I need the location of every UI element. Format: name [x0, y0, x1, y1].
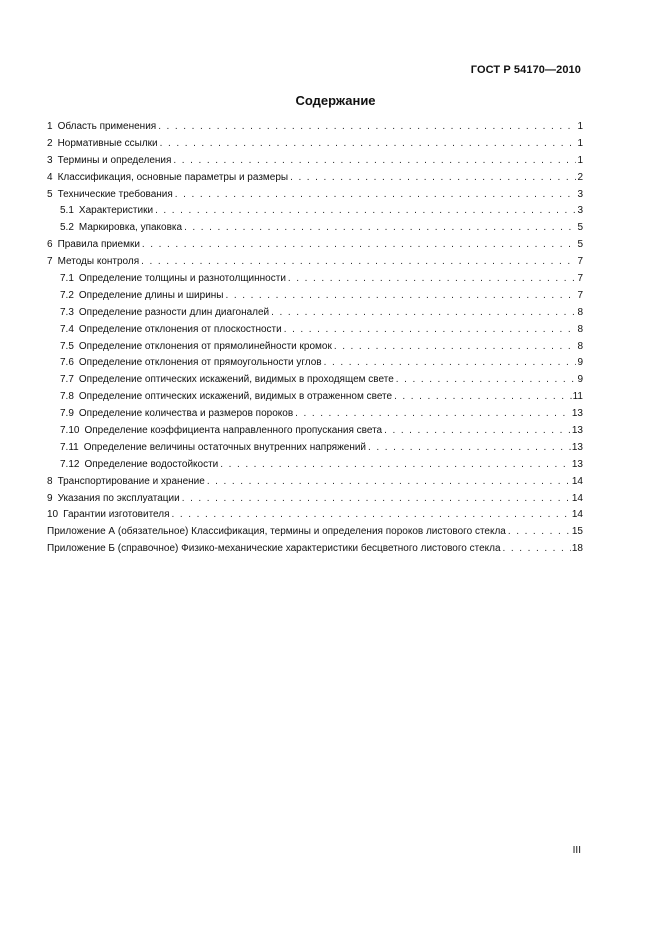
- toc-entry-label: Определение отклонения от прямоугольности углов: [78, 357, 322, 369]
- toc-entry-number: 7.9: [60, 408, 74, 420]
- toc-entry-label: Определение толщины и разнотолщинности: [78, 273, 286, 285]
- toc-dot-leader: [173, 187, 577, 204]
- toc-entry-number: 7.10: [60, 425, 80, 437]
- toc-entry[interactable]: [47, 524, 583, 541]
- toc-entry-number: 7.12: [60, 458, 80, 470]
- toc-title: Содержание: [295, 93, 376, 108]
- toc-entry[interactable]: [47, 457, 583, 474]
- toc-entry-number: 1: [47, 121, 53, 132]
- toc-entry-label: Термины и определения: [57, 154, 172, 166]
- toc-dot-leader: [158, 136, 577, 153]
- toc-entry-number: 5.2: [60, 222, 74, 234]
- toc-entry-page: 3: [577, 188, 583, 200]
- toc-dot-leader: [205, 474, 571, 491]
- toc-dot-leader: [382, 423, 571, 440]
- toc-entry-number: 9: [47, 492, 53, 504]
- toc-entry[interactable]: [47, 187, 583, 204]
- toc-entry[interactable]: [47, 423, 583, 440]
- toc-entry-page: 5: [577, 222, 583, 234]
- toc-entry[interactable]: [47, 153, 583, 170]
- toc-entry-page: 1: [577, 154, 583, 166]
- toc-dot-leader: [288, 170, 576, 187]
- toc-entry-number: 10: [47, 509, 59, 521]
- toc-entry-number: 7.1: [60, 273, 74, 285]
- toc-entry[interactable]: [47, 271, 583, 288]
- toc-dot-leader: [171, 153, 576, 170]
- toc-entry-number: 7.6: [60, 357, 74, 369]
- toc-entry[interactable]: [47, 220, 583, 237]
- document-code: ГОСТ Р 54170—2010: [470, 64, 581, 76]
- toc-entry[interactable]: [47, 406, 583, 423]
- toc-entry-number: 7.8: [60, 391, 74, 403]
- toc-entry-label: Приложение Б (справочное) Физико-механические характеристики бесцветного листового стекла: [47, 543, 501, 555]
- toc-dot-leader: [180, 491, 571, 508]
- toc-entry[interactable]: [47, 389, 583, 406]
- toc-dot-leader: [506, 524, 571, 541]
- table-of-contents: [47, 119, 583, 558]
- toc-dot-leader: [332, 339, 577, 356]
- toc-entry-page: 13: [571, 425, 583, 437]
- toc-dot-leader: [269, 305, 576, 322]
- toc-dot-leader: [139, 254, 576, 271]
- toc-entry-page: 5: [577, 239, 583, 251]
- toc-entry-page: 2: [577, 171, 583, 183]
- toc-entry[interactable]: [47, 322, 583, 339]
- toc-entry-page: 18: [571, 543, 583, 555]
- toc-entry-number: 2: [47, 137, 53, 149]
- toc-entry-number: 8: [47, 475, 53, 487]
- toc-entry-number: 6: [47, 239, 53, 251]
- toc-entry[interactable]: [47, 237, 583, 254]
- toc-entry[interactable]: [47, 440, 583, 457]
- toc-entry[interactable]: [47, 339, 583, 356]
- toc-entry[interactable]: [47, 541, 583, 558]
- toc-entry-number: 7: [47, 256, 53, 268]
- toc-entry-number: 7.5: [60, 340, 74, 352]
- toc-entry-label: Нормативные ссылки: [57, 137, 158, 149]
- toc-entry-label: Определение водостойкости: [84, 458, 219, 470]
- toc-dot-leader: [501, 541, 571, 558]
- toc-entry-number: 7.7: [60, 374, 74, 386]
- toc-dot-leader: [366, 440, 571, 457]
- toc-entry[interactable]: [47, 372, 583, 389]
- toc-entry-label: Определение величины остаточных внутренних напряжений: [83, 441, 367, 453]
- toc-entry-label: Правила приемки: [57, 239, 140, 251]
- toc-entry-page: 7: [577, 256, 583, 268]
- toc-entry-page: 13: [571, 408, 583, 420]
- toc-entry-label: Определение оптических искажений, видимых в отраженном свете: [78, 391, 393, 403]
- toc-entry-label: Маркировка, упаковка: [78, 222, 183, 234]
- toc-entry-label: Гарантии изготовителя: [63, 509, 170, 521]
- toc-dot-leader: [218, 457, 571, 474]
- toc-entry-page: 7: [577, 289, 583, 301]
- toc-dot-leader: [286, 271, 577, 288]
- toc-entry-page: 14: [571, 509, 583, 521]
- toc-entry-page: 9: [577, 374, 583, 386]
- toc-entry-label: Определение разности длин диагоналей: [78, 306, 270, 318]
- toc-entry[interactable]: [47, 170, 583, 187]
- toc-entry-label: Характеристики: [78, 205, 154, 217]
- toc-entry-label: Транспортирование и хранение: [57, 475, 205, 487]
- toc-entry-page: 13: [571, 441, 583, 453]
- toc-dot-leader: [182, 220, 576, 237]
- toc-entry-label: Классификация, основные параметры и размеры: [57, 171, 289, 183]
- toc-entry-page: 9: [577, 357, 583, 369]
- toc-dot-leader: [282, 322, 577, 339]
- toc-entry-label: Методы контроля: [57, 256, 140, 268]
- toc-dot-leader: [322, 355, 577, 372]
- toc-entry-page: 3: [577, 205, 583, 217]
- toc-entry-number: 7.3: [60, 306, 74, 318]
- toc-entry[interactable]: [47, 254, 583, 271]
- toc-entry[interactable]: [47, 355, 583, 372]
- toc-dot-leader: [392, 389, 572, 406]
- toc-entry[interactable]: [47, 288, 583, 305]
- toc-entry[interactable]: [47, 305, 583, 322]
- toc-dot-leader: [293, 406, 571, 423]
- toc-dot-leader: [224, 288, 577, 305]
- toc-entry[interactable]: [47, 491, 583, 508]
- toc-entry-label: Определение длины и ширины: [78, 289, 224, 301]
- toc-entry-page: 1: [577, 137, 583, 149]
- toc-entry-label: Определение оптических искажений, видимых в проходящем свете: [78, 374, 394, 386]
- toc-entry[interactable]: [47, 119, 583, 136]
- toc-entry-label: Указания по эксплуатации: [57, 492, 180, 504]
- toc-entry-number: 5.1: [60, 205, 74, 217]
- toc-entry-number: 7.11: [60, 441, 79, 453]
- toc-entry-page: 15: [571, 526, 583, 538]
- toc-entry-page: 14: [571, 492, 583, 504]
- page-number: III: [572, 845, 581, 856]
- toc-entry-label: Технические требования: [57, 188, 173, 200]
- toc-entry-number: 7.4: [60, 323, 74, 335]
- toc-entry-label: Определение количества и размеров пороков: [78, 408, 294, 420]
- toc-dot-leader: [153, 203, 576, 220]
- toc-entry-label: Определение отклонения от прямолинейности кромок: [78, 340, 332, 352]
- toc-entry-page: 8: [577, 340, 583, 352]
- toc-entry-page: 1: [577, 121, 583, 132]
- toc-entry-label: Определение отклонения от плоскостности: [78, 323, 282, 335]
- toc-entry-number: 5: [47, 188, 53, 200]
- toc-entry-label: Приложение А (обязательное) Классификация, термины и определения пороков листового стекла: [47, 526, 506, 538]
- toc-entry-number: 3: [47, 154, 53, 166]
- toc-entry[interactable]: [47, 136, 583, 153]
- toc-entry-page: 7: [577, 273, 583, 285]
- toc-entry-page: 13: [571, 458, 583, 470]
- toc-dot-leader: [394, 372, 577, 389]
- toc-entry-page: 8: [577, 323, 583, 335]
- toc-entry-page: 11: [572, 391, 583, 403]
- toc-entry-label: Область применения: [57, 121, 157, 132]
- toc-entry-label: Определение коэффициента направленного пропускания света: [84, 425, 383, 437]
- toc-entry-page: 8: [577, 306, 583, 318]
- toc-entry-number: 7.2: [60, 289, 74, 301]
- toc-dot-leader: [140, 237, 577, 254]
- toc-dot-leader: [170, 507, 571, 524]
- toc-entry-page: 14: [571, 475, 583, 487]
- toc-entry[interactable]: [47, 474, 583, 491]
- toc-dot-leader: [156, 119, 576, 136]
- toc-entry[interactable]: [47, 507, 583, 524]
- toc-entry[interactable]: [47, 203, 583, 220]
- toc-entry-number: 4: [47, 171, 53, 183]
